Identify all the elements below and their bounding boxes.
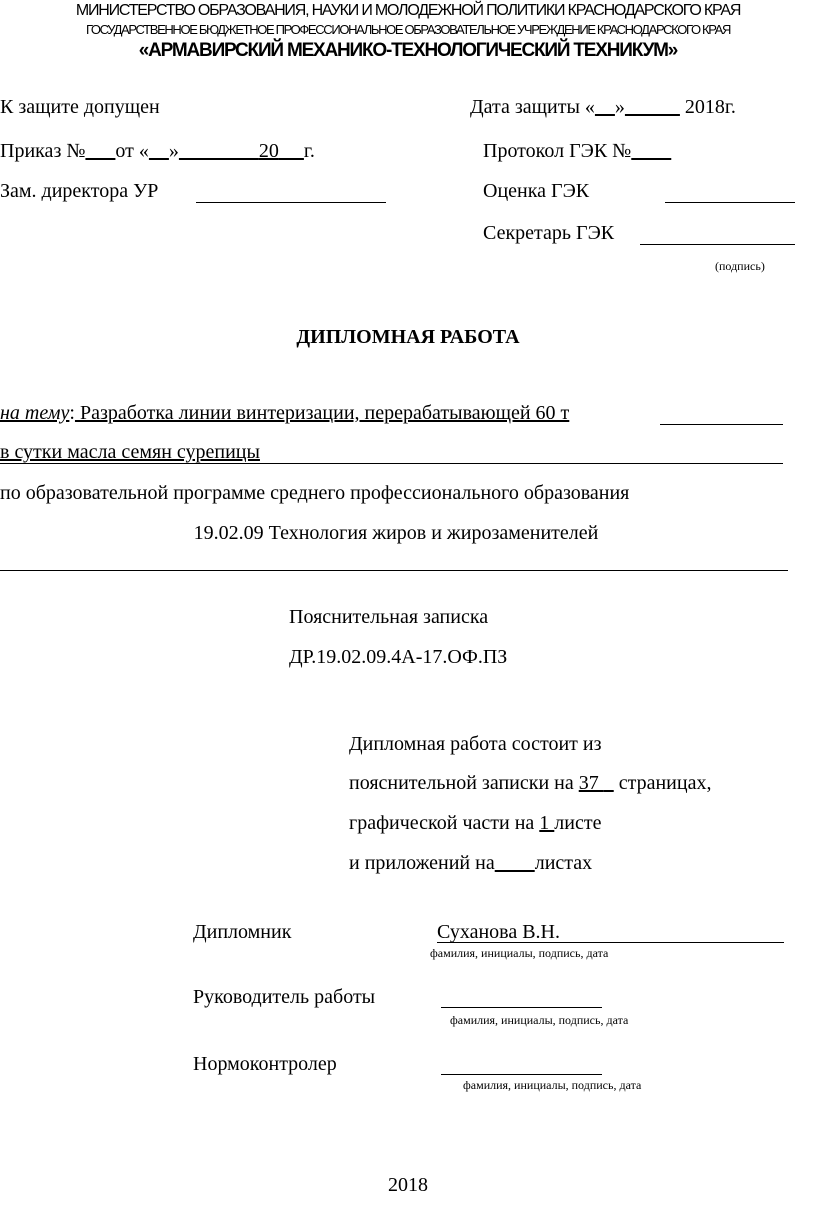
order-close: » [168, 140, 179, 162]
protocol-number-blank [631, 140, 671, 162]
document-year: 2018 [388, 1174, 428, 1196]
composition-line-2-prefix: пояснительной записки на [349, 772, 579, 794]
page-count: 37 [578, 772, 604, 794]
defense-date-prefix: Дата защиты « [470, 96, 595, 118]
institution-type-line: ГОСУДАРСТВЕННОЕ БЮДЖЕТНОЕ ПРОФЕССИОНАЛЬНОЕ ОБРАЗОВАТЕЛЬНОЕ УЧРЕЖДЕНИЕ КРАСНОДАРСКОГО КРАЯ [85, 22, 731, 37]
protocol-text: Протокол ГЭК № [483, 140, 632, 162]
composition-line-4 [349, 852, 592, 875]
composition-line-2 [349, 772, 711, 795]
appendix-count-blank [495, 852, 535, 874]
grade-label: Оценка ГЭК [483, 180, 590, 202]
document-title: ДИПЛОМНАЯ РАБОТА [296, 326, 520, 348]
program-line: по образовательной программе среднего профессионального образования [0, 482, 630, 504]
topic-label: на тему [0, 402, 70, 424]
deputy-director-label: Зам. директора УР [0, 180, 159, 202]
defense-year: 2018г. [679, 96, 736, 118]
protocol-label [483, 140, 671, 163]
defense-month-blank [625, 96, 680, 118]
order-month-blank [179, 140, 259, 162]
order-label [0, 140, 315, 163]
defense-date-close: » [614, 96, 625, 118]
note-title: Пояснительная записка [289, 606, 489, 628]
topic-colon: : [69, 402, 75, 424]
order-prefix: Приказ № [0, 140, 86, 162]
signature-role-supervisor: Руководитель работы [193, 986, 376, 1008]
signature-hint: (подпись) [715, 259, 765, 273]
order-mid: от « [115, 140, 149, 162]
sheet-count: 1 [539, 812, 555, 834]
order-day-blank [149, 140, 169, 162]
institution-name: «АРМАВИРСКИЙ МЕХАНИКО-ТЕХНОЛОГИЧЕСКИЙ ТЕХНИКУМ» [138, 40, 678, 61]
order-number-blank [85, 140, 115, 162]
admitted-label: К защите допущен [0, 96, 160, 118]
ministry-line: МИНИСТЕРСТВО ОБРАЗОВАНИЯ, НАУКИ И МОЛОДЕЖНОЙ ПОЛИТИКИ КРАСНОДАРСКОГО КРАЯ [75, 2, 741, 19]
note-code: ДР.19.02.09.4А-17.ОФ.ПЗ [289, 646, 508, 668]
order-year: 20 [258, 140, 279, 162]
signature-role-normcontroller: Нормоконтролер [193, 1053, 337, 1075]
composition-line-4-suffix: листах [534, 852, 593, 874]
signature-hint-normcontroller: фамилия, инициалы, подпись, дата [463, 1078, 642, 1092]
composition-line-3-prefix: графической части на [349, 812, 540, 834]
page-count-blank [604, 772, 614, 794]
signature-line-graduate [437, 942, 784, 943]
signature-line-supervisor [441, 1007, 602, 1008]
specialty-line: 19.02.09 Технология жиров и жирозаменителей [193, 522, 599, 544]
defense-day-blank [595, 96, 615, 118]
specialty-separator [0, 570, 788, 571]
topic-line-2: в сутки масла семян сурепицы [0, 441, 260, 463]
secretary-line [640, 244, 795, 245]
grade-line [665, 202, 795, 203]
composition-line-2-suffix: страницах, [613, 772, 712, 794]
signature-hint-graduate: фамилия, инициалы, подпись, дата [430, 946, 609, 960]
order-suffix: г. [303, 140, 315, 162]
topic-line-1-underline [660, 424, 783, 425]
composition-line-3 [349, 812, 601, 835]
topic-text-1: Разработка линии винтеризации, перерабатывающей 60 т [74, 402, 570, 424]
composition-line-3-suffix: листе [554, 812, 602, 834]
deputy-signature-line [196, 202, 386, 203]
signature-line-normcontroller [441, 1074, 602, 1075]
defense-date [470, 96, 736, 119]
signature-value-graduate: Суханова В.Н. [437, 921, 560, 943]
composition-line-4-prefix: и приложений на [349, 852, 495, 874]
order-year-blank [279, 140, 304, 162]
topic-line-1 [0, 402, 569, 425]
topic-line-2-underline [0, 463, 783, 464]
signature-hint-supervisor: фамилия, инициалы, подпись, дата [450, 1013, 629, 1027]
secretary-label: Секретарь ГЭК [483, 222, 615, 244]
signature-role-graduate: Дипломник [193, 921, 292, 943]
composition-line-1: Дипломная работа состоит из [349, 733, 602, 755]
